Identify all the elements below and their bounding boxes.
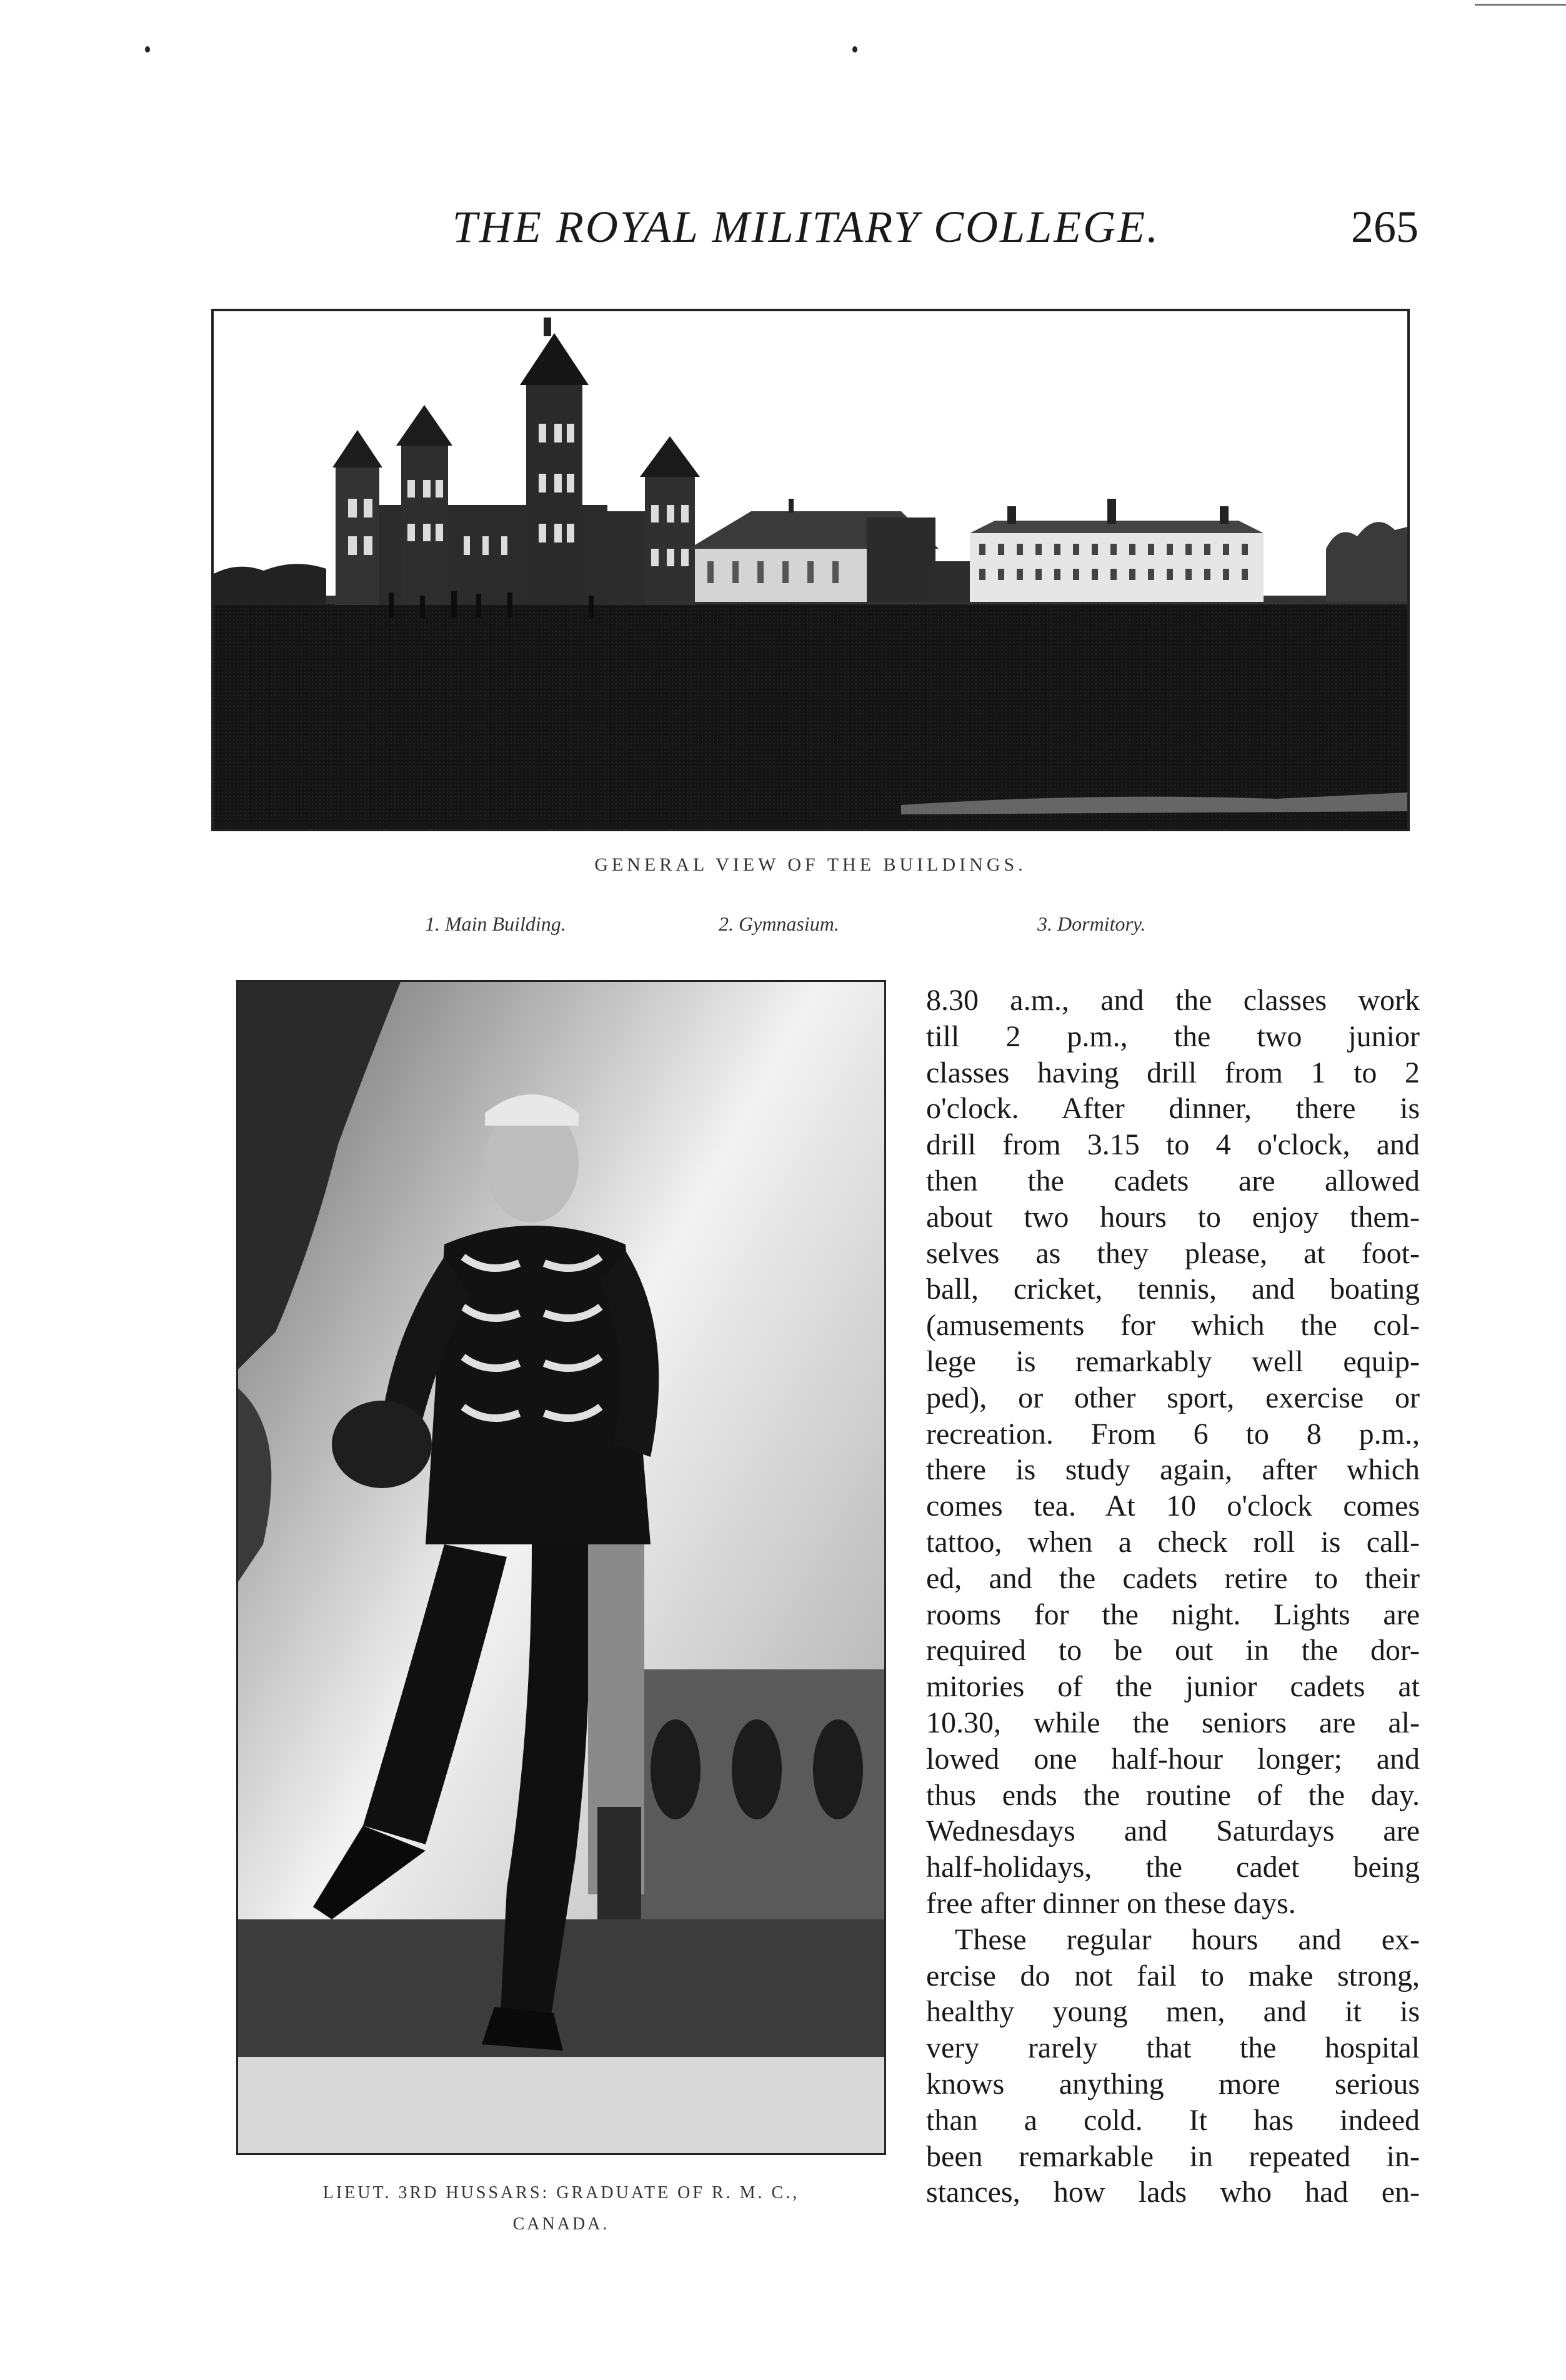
body-line: lowed one half-hour longer; and <box>926 1742 1420 1776</box>
body-line: mitories of the junior cadets at <box>926 1670 1420 1704</box>
body-line: 10.30, while the seniors are al- <box>926 1706 1420 1739</box>
stray-mark <box>852 46 857 52</box>
body-text-column <box>926 982 1420 2211</box>
body-line: ball, cricket, tennis, and boating <box>926 1272 1420 1306</box>
body-line: selves as they please, at foot- <box>926 1236 1420 1270</box>
body-line: been remarkable in repeated in- <box>926 2139 1420 2173</box>
body-line: recreation. From 6 to 8 p.m., <box>926 1417 1420 1451</box>
body-line: then the cadets are allowed <box>926 1164 1420 1198</box>
legend-gymnasium: 2. Gymnasium. <box>719 912 839 935</box>
body-line: o'clock. After dinner, there is <box>926 1092 1420 1126</box>
body-line: classes having drill from 1 to 2 <box>926 1056 1420 1089</box>
body-line: healthy young men, and it is <box>926 1995 1420 2029</box>
body-line: These regular hours and ex- <box>955 1922 1420 1956</box>
corner-rule <box>1475 4 1566 6</box>
body-line: comes tea. At 10 o'clock comes <box>926 1489 1420 1523</box>
hussar-illustration <box>238 982 884 2153</box>
body-line: (amusements for which the col- <box>926 1309 1420 1342</box>
body-line: stances, how lads who had en- <box>926 2176 1420 2209</box>
body-line: ped), or other sport, exercise or <box>926 1381 1420 1414</box>
portrait-caption-line: CANADA. <box>512 2214 610 2234</box>
portrait-caption <box>236 2178 886 2240</box>
body-line: very rarely that the hospital <box>926 2031 1420 2065</box>
photo-hussar-portrait <box>236 980 886 2155</box>
legend-main-building: 1. Main Building. <box>425 912 566 935</box>
photo-general-view <box>211 309 1410 831</box>
body-line: lege is remarkably well equip- <box>926 1344 1420 1378</box>
body-line: till 2 p.m., the two junior <box>926 1019 1420 1053</box>
body-line: thus ends the routine of the day. <box>926 1778 1420 1812</box>
general-view-caption: GENERAL VIEW OF THE BUILDINGS. <box>594 854 1027 875</box>
body-line: half-holidays, the cadet being <box>926 1851 1420 1884</box>
buildings-illustration <box>214 311 1407 829</box>
body-line: about two hours to enjoy them- <box>926 1200 1420 1234</box>
body-line: 8.30 a.m., and the classes work <box>926 984 1420 1017</box>
body-line: required to be out in the dor- <box>926 1634 1420 1668</box>
body-line: ercise do not fail to make strong, <box>926 1959 1420 1992</box>
page-number: 265 <box>1351 202 1419 252</box>
body-line: Wednesdays and Saturdays are <box>926 1814 1420 1848</box>
body-line: than a cold. It has indeed <box>926 2103 1420 2137</box>
body-line: knows anything more serious <box>926 2067 1420 2101</box>
stray-mark <box>145 46 150 52</box>
body-line: there is study again, after which <box>926 1453 1420 1487</box>
body-line: drill from 3.15 to 4 o'clock, and <box>926 1128 1420 1162</box>
portrait-caption-line: LIEUT. 3RD HUSSARS: GRADUATE OF R. M. C., <box>322 2183 800 2202</box>
legend-dormitory: 3. Dormitory. <box>1037 912 1146 935</box>
body-line: ed, and the cadets retire to their <box>926 1561 1420 1595</box>
body-line: tattoo, when a check roll is call- <box>926 1525 1420 1559</box>
running-title: THE ROYAL MILITARY COLLEGE. <box>452 202 1160 252</box>
body-line: rooms for the night. Lights are <box>926 1598 1420 1631</box>
body-line: free after dinner on these days. <box>926 1886 1296 1920</box>
